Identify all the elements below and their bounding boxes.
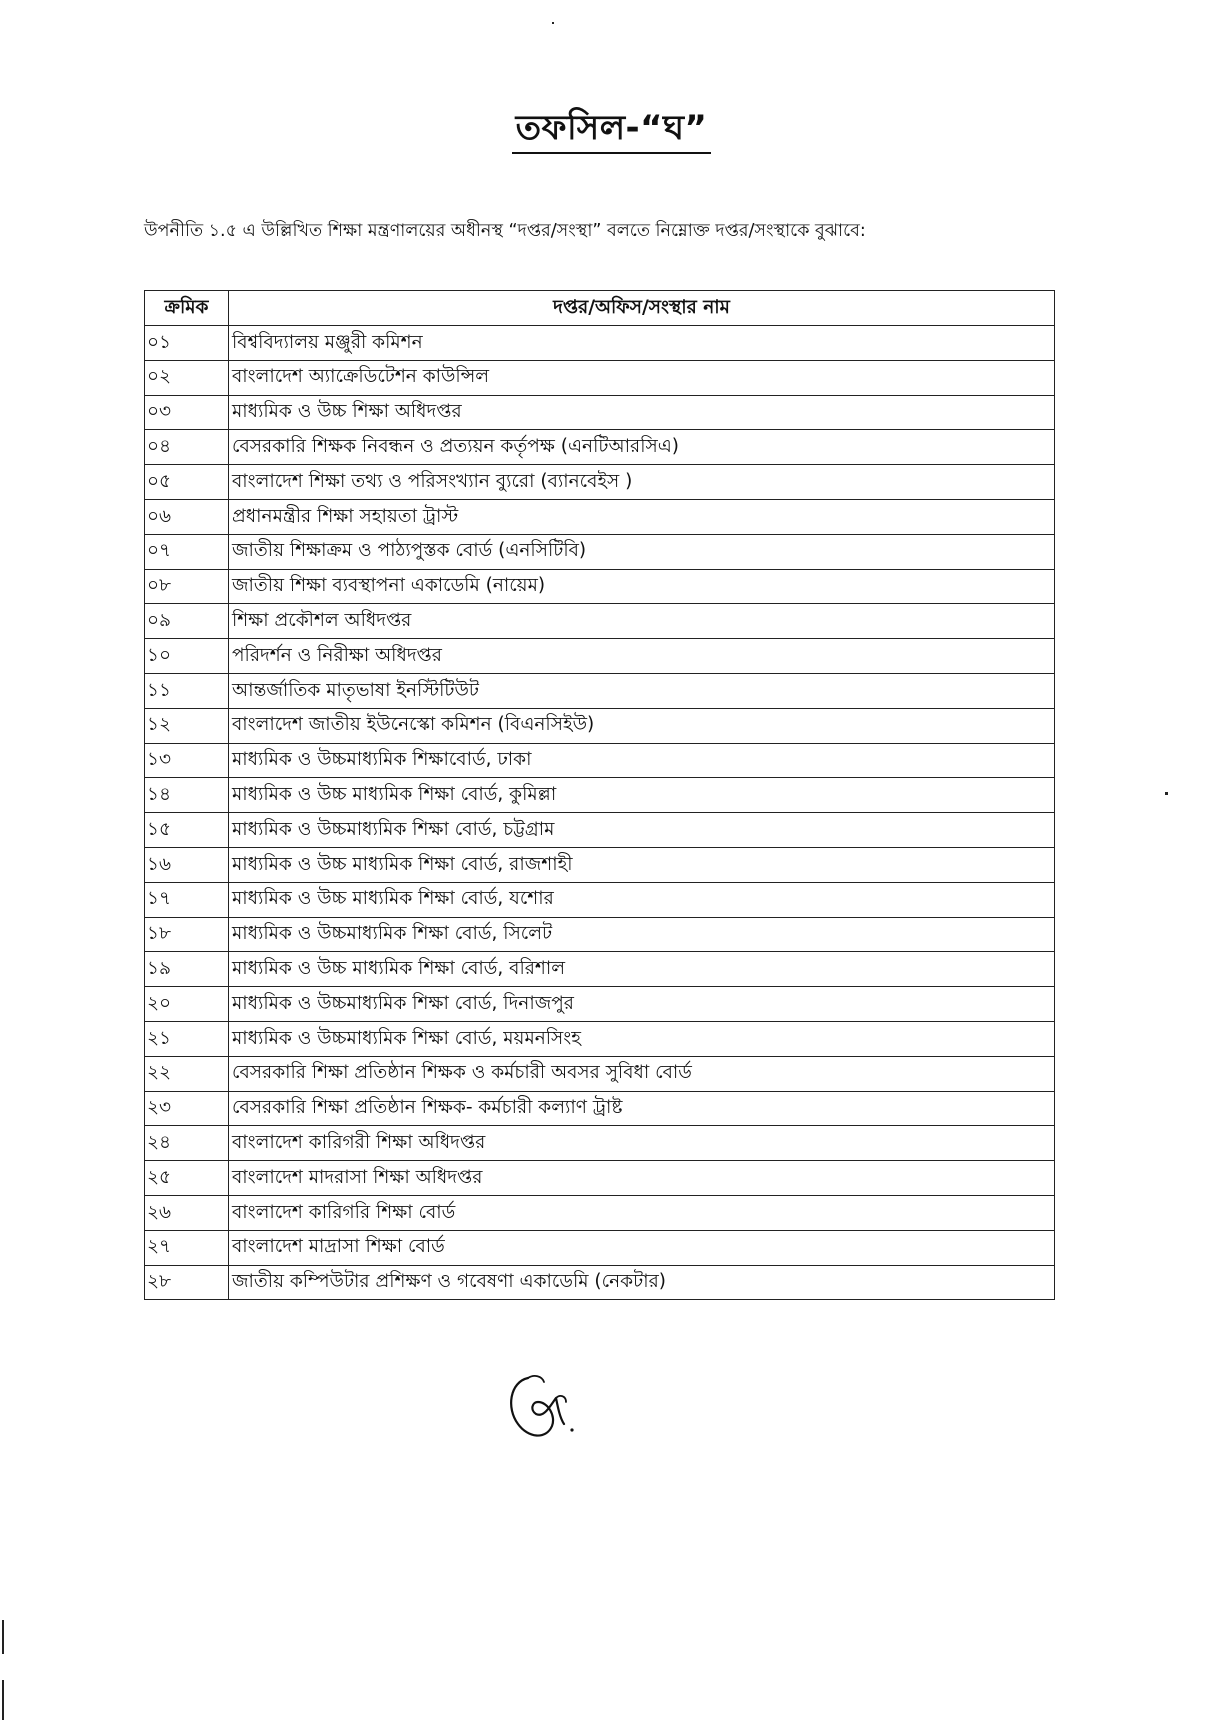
row-name: মাধ্যমিক ও উচ্চ মাধ্যমিক শিক্ষা বোর্ড, কুমিল্লা bbox=[229, 778, 1055, 813]
table-row bbox=[145, 1161, 1055, 1196]
row-name: বাংলাদেশ মাদরাসা শিক্ষা অধিদপ্তর bbox=[229, 1161, 1055, 1196]
row-serial: ১৬ bbox=[145, 847, 229, 882]
header-name: দপ্তর/অফিস/সংস্থার নাম bbox=[229, 291, 1055, 326]
row-name: বাংলাদেশ শিক্ষা তথ্য ও পরিসংখ্যান ব্যুরো (ব্যানবেইস ) bbox=[229, 465, 1055, 500]
table-row bbox=[145, 395, 1055, 430]
table-row bbox=[145, 639, 1055, 674]
row-name: বাংলাদেশ কারিগরী শিক্ষা অধিদপ্তর bbox=[229, 1126, 1055, 1161]
table-row bbox=[145, 499, 1055, 534]
row-serial: ২৮ bbox=[145, 1265, 229, 1300]
row-serial: ২৬ bbox=[145, 1195, 229, 1230]
table-row bbox=[145, 778, 1055, 813]
row-name: জাতীয় কম্পিউটার প্রশিক্ষণ ও গবেষণা একাডেমি (নেকটার) bbox=[229, 1265, 1055, 1300]
scan-edge-mark bbox=[2, 1620, 4, 1654]
row-name: বাংলাদেশ অ্যাক্রেডিটেশন কাউন্সিল bbox=[229, 360, 1055, 395]
row-name: মাধ্যমিক ও উচ্চমাধ্যমিক শিক্ষাবোর্ড, ঢাকা bbox=[229, 743, 1055, 778]
table-header-row bbox=[145, 291, 1055, 326]
table-row bbox=[145, 743, 1055, 778]
row-serial: ০৫ bbox=[145, 465, 229, 500]
row-serial: ০৭ bbox=[145, 534, 229, 569]
row-name: পরিদর্শন ও নিরীক্ষা অধিদপ্তর bbox=[229, 639, 1055, 674]
row-name: মাধ্যমিক ও উচ্চ মাধ্যমিক শিক্ষা বোর্ড, যশোর bbox=[229, 882, 1055, 917]
row-serial: ১৩ bbox=[145, 743, 229, 778]
row-serial: ২৫ bbox=[145, 1161, 229, 1196]
row-serial: ১৭ bbox=[145, 882, 229, 917]
row-serial: ২৩ bbox=[145, 1091, 229, 1126]
row-name: আন্তর্জাতিক মাতৃভাষা ইনস্টিটিউট bbox=[229, 673, 1055, 708]
row-name: বেসরকারি শিক্ষা প্রতিষ্ঠান শিক্ষক ও কর্মচারী অবসর সুবিধা বোর্ড bbox=[229, 1056, 1055, 1091]
row-name: বিশ্ববিদ্যালয় মঞ্জুরী কমিশন bbox=[229, 326, 1055, 361]
row-name: বাংলাদেশ জাতীয় ইউনেস্কো কমিশন (বিএনসিইউ) bbox=[229, 708, 1055, 743]
table-row bbox=[145, 847, 1055, 882]
table-row bbox=[145, 465, 1055, 500]
table-row bbox=[145, 1265, 1055, 1300]
row-serial: ১৪ bbox=[145, 778, 229, 813]
row-serial: ১০ bbox=[145, 639, 229, 674]
row-name: বেসরকারি শিক্ষা প্রতিষ্ঠান শিক্ষক- কর্মচারী কল্যাণ ট্রাষ্ট bbox=[229, 1091, 1055, 1126]
table-row bbox=[145, 952, 1055, 987]
row-name: মাধ্যমিক ও উচ্চ শিক্ষা অধিদপ্তর bbox=[229, 395, 1055, 430]
row-name: মাধ্যমিক ও উচ্চমাধ্যমিক শিক্ষা বোর্ড, ময়মনসিংহ bbox=[229, 1021, 1055, 1056]
row-name: মাধ্যমিক ও উচ্চমাধ্যমিক শিক্ষা বোর্ড, দিনাজপুর bbox=[229, 987, 1055, 1022]
table-row bbox=[145, 1021, 1055, 1056]
row-serial: ১৫ bbox=[145, 813, 229, 848]
table-row bbox=[145, 917, 1055, 952]
row-name: মাধ্যমিক ও উচ্চমাধ্যমিক শিক্ষা বোর্ড, চট্টগ্রাম bbox=[229, 813, 1055, 848]
row-name: জাতীয় শিক্ষাক্রম ও পাঠ্যপুস্তক বোর্ড (এনসিটিবি) bbox=[229, 534, 1055, 569]
row-name: বাংলাদেশ মাদ্রাসা শিক্ষা বোর্ড bbox=[229, 1230, 1055, 1265]
table-row bbox=[145, 813, 1055, 848]
row-serial: ০১ bbox=[145, 326, 229, 361]
table-row bbox=[145, 708, 1055, 743]
table-row bbox=[145, 1230, 1055, 1265]
row-name: জাতীয় শিক্ষা ব্যবস্থাপনা একাডেমি (নায়েম) bbox=[229, 569, 1055, 604]
row-serial: ০৩ bbox=[145, 395, 229, 430]
table-row bbox=[145, 882, 1055, 917]
row-name: শিক্ষা প্রকৌশল অধিদপ্তর bbox=[229, 604, 1055, 639]
intro-paragraph: উপনীতি ১.৫ এ উল্লিখিত শিক্ষা মন্ত্রণালয়ের অধীনস্থ “দপ্তর/সংস্থা” বলতে নিম্নোক্ত দপ্তর/সংস্থাকে বুঝাবে: bbox=[144, 221, 866, 241]
row-serial: ২০ bbox=[145, 987, 229, 1022]
organization-table bbox=[144, 290, 1055, 1300]
scan-edge-mark bbox=[2, 1680, 4, 1720]
row-serial: ১৯ bbox=[145, 952, 229, 987]
row-name: মাধ্যমিক ও উচ্চমাধ্যমিক শিক্ষা বোর্ড, সিলেট bbox=[229, 917, 1055, 952]
row-serial: ০২ bbox=[145, 360, 229, 395]
row-serial: ১২ bbox=[145, 708, 229, 743]
row-name: বেসরকারি শিক্ষক নিবন্ধন ও প্রত্যয়ন কর্তৃপক্ষ (এনটিআরসিএ) bbox=[229, 430, 1055, 465]
header-serial: ক্রমিক bbox=[145, 291, 229, 326]
table-row bbox=[145, 1056, 1055, 1091]
scan-speck bbox=[552, 22, 554, 24]
document-title: তফসিল-“ঘ” bbox=[512, 108, 712, 154]
table-row bbox=[145, 326, 1055, 361]
table-row bbox=[145, 1091, 1055, 1126]
table-row bbox=[145, 987, 1055, 1022]
row-serial: ০৯ bbox=[145, 604, 229, 639]
row-serial: ২২ bbox=[145, 1056, 229, 1091]
table-row bbox=[145, 673, 1055, 708]
row-name: মাধ্যমিক ও উচ্চ মাধ্যমিক শিক্ষা বোর্ড, রাজশাহী bbox=[229, 847, 1055, 882]
handwritten-signature bbox=[498, 1368, 588, 1448]
row-name: বাংলাদেশ কারিগরি শিক্ষা বোর্ড bbox=[229, 1195, 1055, 1230]
table-row bbox=[145, 360, 1055, 395]
row-name: প্রধানমন্ত্রীর শিক্ষা সহায়তা ট্রাস্ট bbox=[229, 499, 1055, 534]
table-row bbox=[145, 604, 1055, 639]
table-row bbox=[145, 534, 1055, 569]
row-serial: ২১ bbox=[145, 1021, 229, 1056]
table-row bbox=[145, 1195, 1055, 1230]
row-name: মাধ্যমিক ও উচ্চ মাধ্যমিক শিক্ষা বোর্ড, বরিশাল bbox=[229, 952, 1055, 987]
row-serial: ১৮ bbox=[145, 917, 229, 952]
table-row bbox=[145, 1126, 1055, 1161]
row-serial: ১১ bbox=[145, 673, 229, 708]
row-serial: ২৭ bbox=[145, 1230, 229, 1265]
scan-speck bbox=[1165, 792, 1168, 795]
row-serial: ০৬ bbox=[145, 499, 229, 534]
row-serial: ০৮ bbox=[145, 569, 229, 604]
table-row bbox=[145, 430, 1055, 465]
table-row bbox=[145, 569, 1055, 604]
document-title-wrapper bbox=[0, 108, 1223, 154]
row-serial: ২৪ bbox=[145, 1126, 229, 1161]
row-serial: ০৪ bbox=[145, 430, 229, 465]
